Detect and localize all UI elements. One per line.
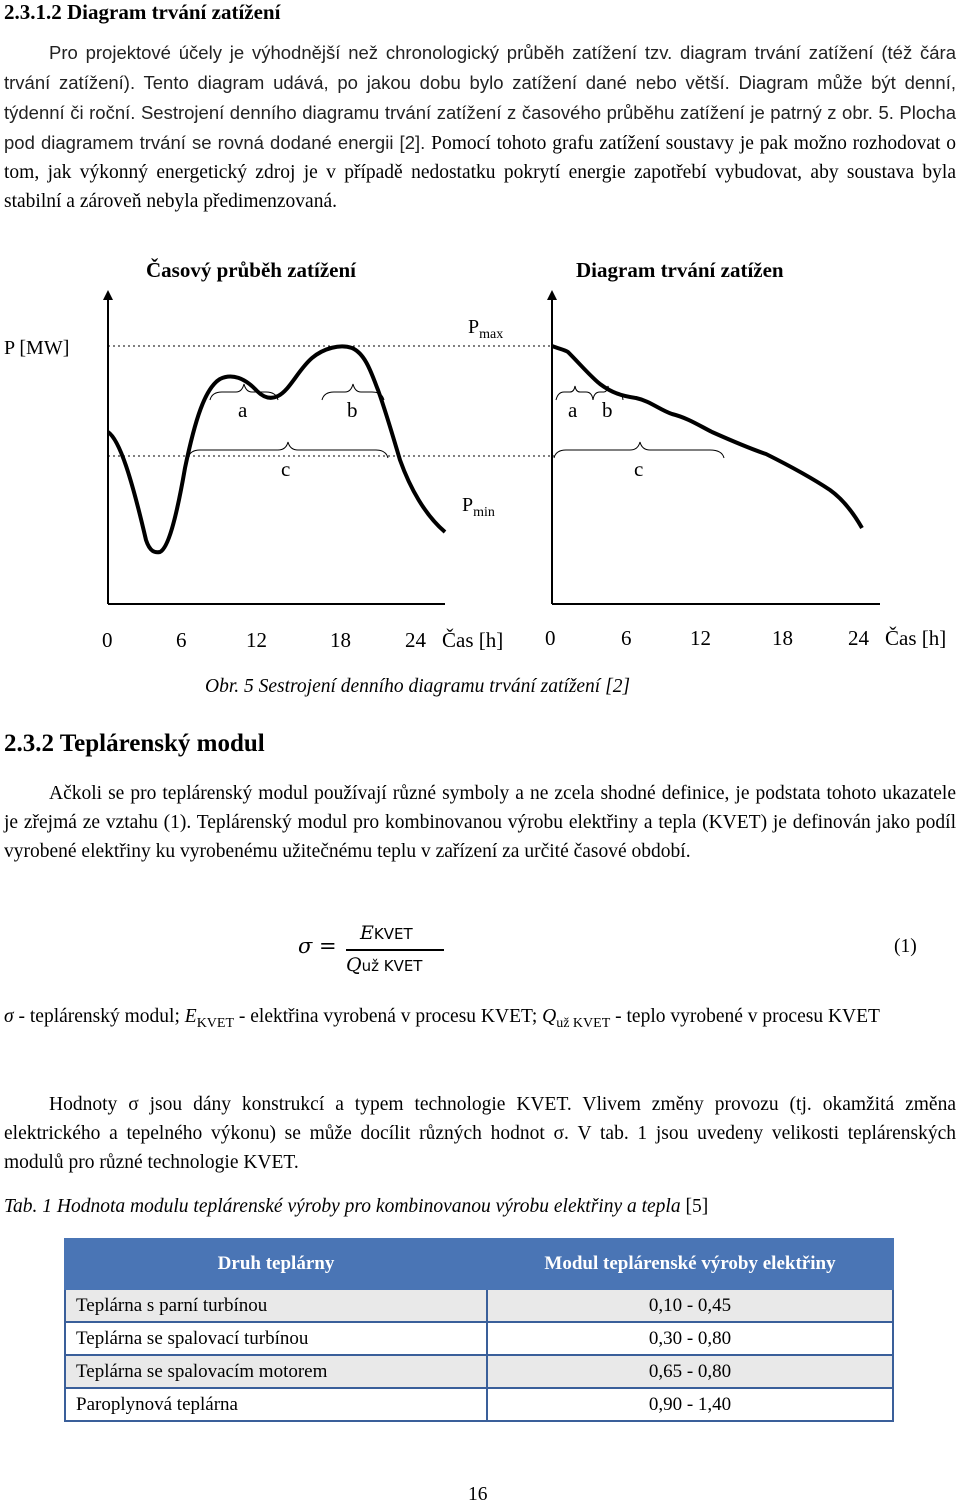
figure-graphic: [0, 250, 960, 670]
right-chart-title: Diagram trvání zatížen: [576, 258, 784, 282]
brace-label-b-right: b: [602, 398, 613, 422]
equation-lhs: σ =: [298, 934, 337, 958]
table-cell: 0,65 - 0,80: [487, 1355, 893, 1388]
table-cell: 0,30 - 0,80: [487, 1322, 893, 1355]
section-heading: 2.3.1.2 Diagram trvání zatížení: [4, 0, 281, 24]
brace-label-c-right: c: [634, 457, 644, 481]
right-y-axis-arrow: [547, 290, 557, 300]
equation: [298, 922, 468, 982]
module-table: [64, 1238, 894, 1422]
brace-label-a-left: a: [238, 398, 248, 422]
figure-load-diagrams: [0, 250, 960, 670]
left-x-tick: 12: [246, 628, 267, 652]
table-cell: Teplárna s parní turbínou: [65, 1289, 487, 1322]
page-number: 16: [468, 1484, 488, 1505]
left-x-tick: 6: [176, 628, 187, 652]
table-cell: Paroplynová teplárna: [65, 1388, 487, 1421]
left-x-tick: 0: [102, 628, 113, 652]
table-row: [65, 1388, 893, 1421]
table-header-cell: Modul teplárenské výroby elektřiny: [487, 1239, 893, 1289]
left-x-tick: 24: [405, 628, 426, 652]
table-header-row: [65, 1239, 893, 1289]
left-x-unit: Čas [h]: [442, 628, 504, 652]
paragraph-text: Hodnoty σ jsou dány konstrukcí a typem technologie KVET. Vlivem změny provozu (tj. okamžitá změna elektrického a tepelného výkonu) se může docílit různých hodnot σ. V tab. 1 jsou uvedeny velikosti teplárenských modulů pro různé technologie KVET.: [4, 1094, 956, 1173]
values-paragraph: [4, 1090, 956, 1177]
table-cell: Teplárna se spalovacím motorem: [65, 1355, 487, 1388]
left-x-tick: 18: [330, 628, 351, 652]
right-x-unit: Čas [h]: [885, 626, 947, 650]
table-cell: 0,90 - 1,40: [487, 1388, 893, 1421]
right-x-tick: 6: [621, 626, 632, 650]
table-cell: 0,10 - 0,45: [487, 1289, 893, 1322]
paragraph-text-serif: Pomocí tohoto grafu zatížení soustavy je pak možno rozhodovat o tom, jak výkonný energetický zdroj je v případě nedostatku pokrytí energie zapotřebí vybudovat, aby soustava byla stabilní a zároveň nebyla předimenzovaná.: [4, 133, 957, 212]
module-paragraph: [4, 779, 956, 866]
right-x-tick: 18: [772, 626, 793, 650]
table-header-cell: Druh teplárny: [65, 1239, 487, 1289]
equation-denominator: Quž KVET: [346, 954, 423, 976]
y-axis-label: P [MW]: [4, 337, 70, 359]
time-course-curve: [108, 346, 445, 552]
paragraph-text: Ačkoli se pro teplárenský modul používají různé symboly a ne zcela shodné definice, je podstata tohoto ukazatele je zřejmá ze vztahu (1). Teplárenský modul pro kombinovanou výrobu elektřiny a tepla (KVET) je definován jako podíl vyrobené elektřiny ku vyrobenému užitečnému teplu v zařízení za určité časové období.: [4, 783, 956, 862]
equation-number: (1): [894, 936, 917, 957]
pmin-label: $P_{min}$: [462, 494, 495, 520]
brace-label-c-left: c: [281, 457, 291, 481]
section-heading: 2.3.2 Teplárenský modul: [4, 730, 265, 757]
figure-caption: Obr. 5 Sestrojení denního diagramu trvání zatížení [2]: [205, 676, 631, 697]
right-x-tick: 12: [690, 626, 711, 650]
brace-label-a-right: a: [568, 398, 578, 422]
definitions-paragraph: σ - teplárenský modul; $E_{KVET}$ - elektřina vyrobená v procesu KVET; $Q_{už KVET}$ - teplo vyrobené v procesu KVET: [4, 1006, 880, 1031]
duration-curve: [552, 346, 862, 528]
table-row: [65, 1355, 893, 1388]
right-x-tick: 24: [848, 626, 869, 650]
table-cell: Teplárna se spalovací turbínou: [65, 1322, 487, 1355]
table-caption: Tab. 1 Hodnota modulu teplárenské výroby pro kombinovanou výrobu elektřiny a tepla [5]: [4, 1196, 709, 1217]
left-chart-title: Časový průběh zatížení: [146, 258, 356, 282]
brace-c-right: [554, 442, 724, 458]
right-x-tick: 0: [545, 626, 556, 650]
equation-numerator: EKVET: [360, 922, 413, 944]
fraction-bar: [346, 949, 444, 951]
brace-label-b-left: b: [347, 398, 358, 422]
paragraph-text-sans: Pro projektové účely je výhodnější než chronologický průběh zatížení tzv. diagram trvání zatížení (též čára trvání zatížení). Tento diagram udává, po jakou dobu bylo zatížení dané nebo větší. Diagram může být denní, týdenní či roční. Sestrojení denního diagramu trvání zatížení z časového průběhu zatížení je patrný z obr. 5. Plocha pod diagramem trvání se rovná dodané energii [2].: [4, 42, 956, 153]
pmax-label: $P_{max}$: [468, 316, 504, 342]
table-row: [65, 1289, 893, 1322]
left-y-axis-arrow: [103, 290, 113, 300]
intro-paragraph: [4, 38, 956, 216]
table-row: [65, 1322, 893, 1355]
